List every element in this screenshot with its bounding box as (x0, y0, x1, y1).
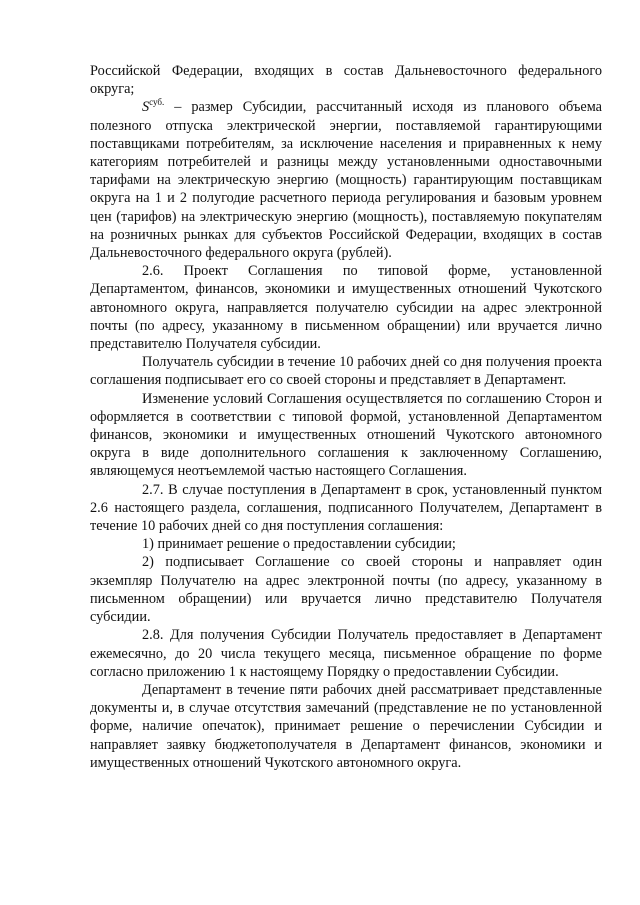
document-page (90, 62, 602, 772)
paragraph-signing-term: Получатель субсидии в течение 10 рабочих дней со дня получения проекта соглашения подписывает его со своей стороны и представляет в Департамент. (90, 354, 602, 389)
subsidy-symbol-superscript: суб. (149, 97, 165, 108)
paragraph-subsidy-definition (90, 98, 602, 262)
paragraph-item-1: 1) принимает решение о предоставлении субсидии; (142, 536, 456, 553)
paragraph-clause-2-7: 2.7. В случае поступления в Департамент в срок, установленный пунктом 2.6 настоящего раздела, соглашения, подписанного Получателем, Департамент в течение 10 рабочих дней со дня поступления соглашения: (90, 481, 602, 535)
paragraph-clause-2-6: 2.6. Проект Соглашения по типовой форме, установленной Департаментом, финансов, экономики и имущественных отношений Чукотского автономного округа, направляется получателю субсидии на адрес электронной почты (по адресу, указанному в письменном обращении) или вручается лично представителю Получателя субсидии. (90, 263, 602, 353)
subsidy-definition-text: – размер Субсидии, рассчитанный исходя из планового объема полезного отпуска электрической энергии, поставляемой гарантирующими поставщиками потребителям, за исключение населения и приравненных к нему категориям потребителей и разницы между установленными одноставочными тарифами на электрическую энергию (мощность) гарантирующим поставщикам округа на 1 и 2 полугодие расчетного периода регулирования и базовым уровнем цен (тарифов) на электрическую энергию (мощность), поставляемую покупателям на розничных рынках для субъектов Российской Федерации, входящих в состав Дальневосточного федерального округа (рублей). (90, 99, 602, 262)
paragraph-department-review: Департамент в течение пяти рабочих дней рассматривает представленные документы и, в случае отсутствия замечаний (представление не по установленной форме, наличие опечаток), принимает решение о перечислении Субсидии и направляет заявку бюджетополучателя в Департамент финансов, экономики и имущественных отношений Чукотского автономного округа. (90, 681, 602, 771)
paragraph-clause-2-8: 2.8. Для получения Субсидии Получатель предоставляет в Департамент ежемесячно, до 20 числа текущего месяца, письменное обращение по форме согласно приложению 1 к настоящему Порядку о предоставлении Субсидии. (90, 627, 602, 680)
paragraph-agreement-changes: Изменение условий Соглашения осуществляется по соглашению Сторон и оформляется в соответствии с типовой формой, установленной Департаментом финансов, экономики и имущественных отношений Чукотского автономного округа в виде дополнительного соглашения к заключенному Соглашению, являющемуся неотъемлемой частью настоящего Соглашения. (90, 390, 602, 480)
paragraph-item-2: 2) подписывает Соглашение со своей стороны и направляет один экземпляр Получателю на адрес электронной почты (по адресу, указанному в письменном обращении) или вручается лично представителю Получателя субсидии. (90, 554, 602, 626)
paragraph-continuation: Российской Федерации, входящих в состав Дальневосточного федерального округа; (90, 63, 602, 98)
subsidy-symbol: S (142, 99, 150, 116)
